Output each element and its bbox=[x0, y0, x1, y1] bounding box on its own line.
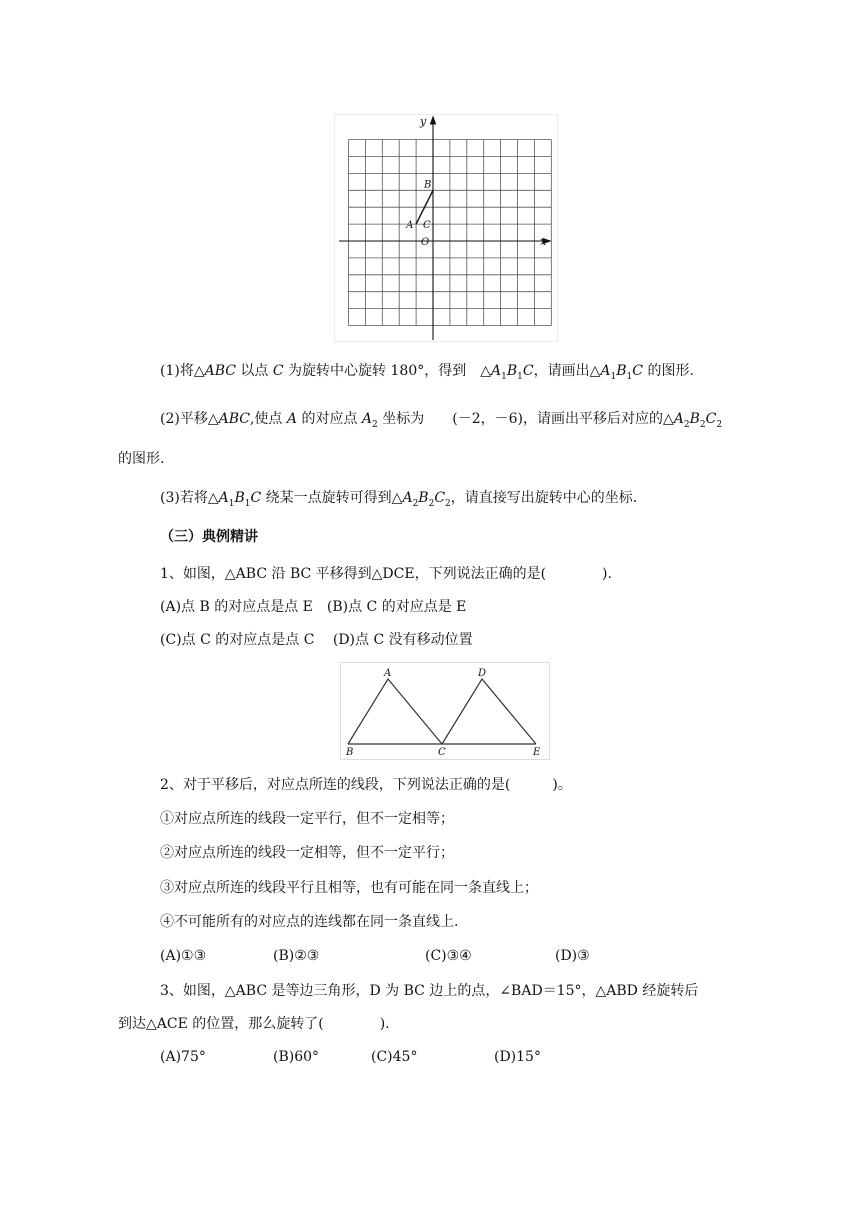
example-2-option-a: (A)①③ bbox=[160, 948, 207, 964]
point-label-e: E bbox=[533, 747, 541, 758]
point-label-c: C bbox=[423, 220, 431, 232]
example-3-option-b: (B)60° bbox=[273, 1049, 320, 1065]
example-2-statement-2: ②对应点所连的线段一定相等，但不一定平行； bbox=[160, 845, 454, 861]
y-axis-label: y bbox=[420, 115, 427, 128]
question-2-continued: 的图形. bbox=[118, 451, 165, 467]
example-3-option-c: (C)45° bbox=[371, 1049, 418, 1065]
example-3-option-d: (D)15° bbox=[494, 1049, 541, 1065]
question-1: (1)将△ABC 以点 C 为旋转中心旋转 180°，得到 $\triangle A_1B_1C$，请画出$\triangle A_1B_1C$ 的图形. bbox=[160, 363, 694, 382]
triangle-abc bbox=[405, 179, 433, 231]
origin-label: O bbox=[421, 237, 430, 248]
point-label-d: D bbox=[478, 668, 487, 679]
x-axis-label: x bbox=[540, 235, 547, 248]
point-label-a: A bbox=[384, 668, 392, 679]
example-1-stem: 1、如图，△ABC 沿 BC 平移得到△DCE，下列说法正确的是( ). bbox=[160, 566, 612, 582]
example-2-stem: 2、对于平移后，对应点所连的线段，下列说法正确的是( )。 bbox=[160, 777, 572, 793]
example-2-option-d: (D)③ bbox=[555, 948, 590, 964]
example-3-stem-line-2: 到达△ACE 的位置，那么旋转了( ). bbox=[118, 1016, 390, 1032]
axes bbox=[339, 117, 550, 340]
grid-lines bbox=[349, 140, 552, 326]
example-2-option-c: (C)③④ bbox=[425, 948, 472, 964]
point-label-c: C bbox=[438, 747, 446, 758]
point-label-a: A bbox=[406, 220, 414, 232]
example-2-statement-4: ④不可能所有的对应点的连线都在同一条直线上. bbox=[160, 914, 459, 930]
coordinate-grid-figure bbox=[334, 114, 558, 342]
question-2: (2)平移△ABC,使点 A 的对应点 $A_2$ 坐标为 (－2，－6)，请画出平移后对应的$\triangle A_2B_2C_2$ bbox=[160, 411, 723, 430]
translation-figure bbox=[340, 662, 550, 760]
example-1-options-row-2: (C)点 C 的对应点是点 C (D)点 C 没有移动位置 bbox=[160, 632, 473, 648]
example-2-statement-3: ③对应点所连的线段平行且相等，也有可能在同一条直线上； bbox=[160, 880, 538, 896]
example-2-statement-1: ①对应点所连的线段一定平行，但不一定相等； bbox=[160, 811, 454, 827]
triangle-abc-outline bbox=[348, 679, 442, 744]
section-title: （三）典例精讲 bbox=[160, 529, 258, 545]
point-label-b: B bbox=[424, 179, 432, 191]
example-3-stem-line-1: 3、如图，△ABC 是等边三角形，D 为 BC 边上的点，∠BAD＝15°，△ABD 经旋转后 bbox=[160, 983, 699, 999]
question-3: (3)若将$\triangle A_1B_1C$ 绕某一点旋转可得到$\triangle A_2B_2C_2$，请直接写出旋转中心的坐标. bbox=[160, 490, 638, 509]
triangle-dce-outline bbox=[442, 679, 536, 744]
example-1-options-row-1: (A)点 B 的对应点是点 E (B)点 C 的对应点是 E bbox=[160, 599, 467, 615]
example-3-option-a: (A)75° bbox=[160, 1049, 206, 1065]
point-label-b: B bbox=[346, 747, 354, 758]
example-2-option-b: (B)②③ bbox=[273, 948, 320, 964]
